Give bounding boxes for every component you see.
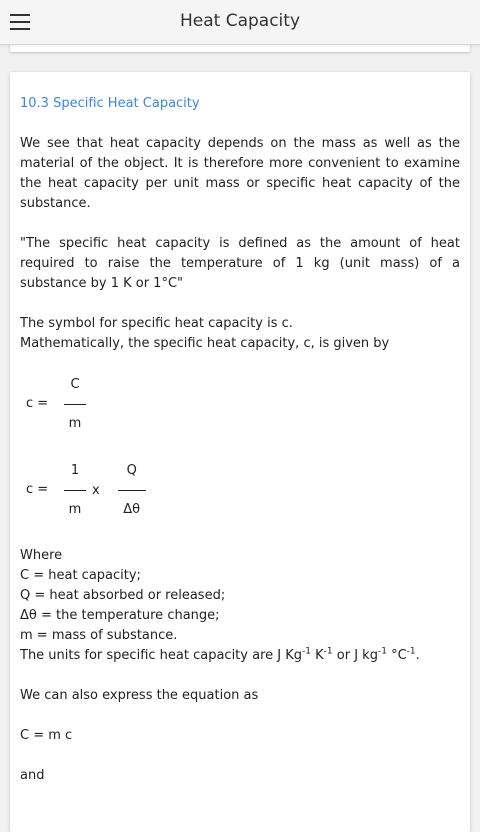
app-bar [0, 0, 480, 45]
fraction-bar [64, 404, 86, 405]
fraction-denominator: m [68, 501, 82, 517]
where-label: Where [20, 548, 63, 563]
definition-item: m = mass of substance. [20, 628, 178, 643]
section-content [20, 94, 460, 806]
fraction-Q-dtheta [118, 462, 146, 519]
definition-item: Q = heat absorbed or released; [20, 588, 226, 603]
fraction-denominator: Δθ [123, 501, 141, 517]
definitions-block [20, 546, 460, 666]
formula2-lhs: c = [26, 482, 49, 497]
definition-item: C = heat capacity; [20, 568, 141, 583]
formula1-lhs: c = [26, 396, 49, 411]
units-line: The units for specific heat capacity are J $Kg^{-1}$ $K^{-1}$ or J $kg^{-1}$ $^\circ C^{-1}$. [20, 646, 420, 663]
formula-1-over-m-times-q-over-dtheta [20, 460, 460, 520]
fraction-numerator: C [70, 376, 80, 392]
and-line: and [20, 768, 45, 783]
paragraph-intro: We see that heat capacity depends on the mass as well as the material of the object. It is therefore more convenient to examine the heat capacity per unit mass or specific heat capacity of the substance. [20, 136, 460, 211]
formula-c-over-m [20, 374, 460, 434]
fraction-1-m [64, 462, 86, 519]
mathematically-line: Mathematically, the specific heat capacity, c, is given by [20, 336, 390, 351]
fraction-numerator: Q [126, 462, 137, 478]
multiply-sign: x [92, 483, 100, 498]
equation-line: C = m c [20, 728, 73, 743]
section-title: 10.3 Specific Heat Capacity [20, 96, 200, 111]
symbol-line: The symbol for specific heat capacity is c. [20, 316, 293, 331]
symbol-paragraph [20, 314, 460, 354]
app-title: Heat Capacity [179, 11, 301, 31]
content-card [10, 72, 470, 832]
fraction-bar [118, 490, 146, 491]
fraction-numerator: 1 [70, 462, 80, 478]
fraction-denominator: m [68, 415, 82, 431]
fraction-C-m [64, 376, 86, 433]
express-line: We can also express the equation as [20, 688, 259, 703]
fraction-bar [64, 490, 86, 491]
definition-item: Δθ = the temperature change; [20, 608, 220, 623]
paragraph-definition: "The specific heat capacity is defined as the amount of heat required to raise the temperature of 1 kg (unit mass) of a substance by 1 K or 1°C" [20, 236, 460, 291]
